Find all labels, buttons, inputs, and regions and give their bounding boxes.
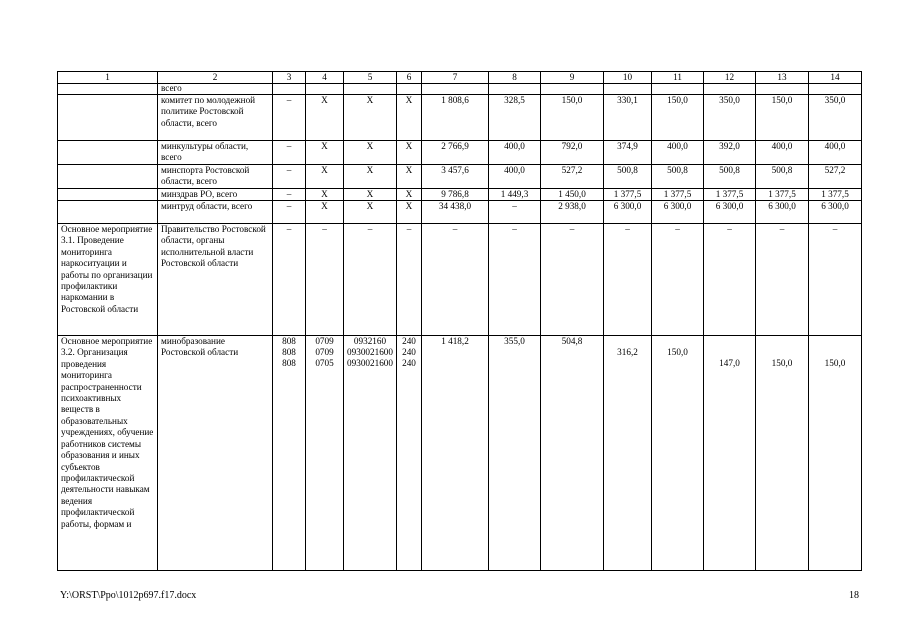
value-cell: – bbox=[489, 224, 541, 336]
value-cell: 527,2 bbox=[541, 164, 604, 188]
value-line bbox=[655, 336, 700, 347]
table-row bbox=[58, 141, 862, 165]
value-cell: 1 377,5 bbox=[809, 188, 862, 200]
value-cell: 9 786,8 bbox=[422, 188, 489, 200]
value-line: 504,8 bbox=[561, 336, 583, 347]
value-line bbox=[425, 347, 485, 358]
value-line: 0709 bbox=[315, 347, 334, 358]
value-line: 240 bbox=[402, 336, 416, 347]
executor-cell: комитет по молодежной политике Ростовской области, всего bbox=[158, 95, 273, 141]
value-cell bbox=[422, 84, 489, 95]
value-line: 316,2 bbox=[617, 347, 638, 358]
column-number-header: 1 bbox=[58, 72, 158, 84]
executor-cell: минобразование Ростовской области bbox=[158, 336, 273, 571]
value-cell: Х bbox=[397, 188, 422, 200]
value-cell: 500,8 bbox=[704, 164, 756, 188]
value-cell: – bbox=[273, 224, 306, 336]
value-cell: 1 377,5 bbox=[704, 188, 756, 200]
column-number-header: 8 bbox=[489, 72, 541, 84]
value-cell: – bbox=[273, 95, 306, 141]
activity-cell: Основное мероприятие 3.2. Организация проведения мониторинга распространенности психоактивных веществ в образовательных учреждениях, обучение работников системы образования и иных субъектов профилактической деятельности навыкам ведения профилактической работы, формам и bbox=[58, 336, 158, 571]
column-number-header: 2 bbox=[158, 72, 273, 84]
value-cell: Х bbox=[397, 141, 422, 165]
value-cell: Х bbox=[344, 201, 397, 224]
value-cell: 1 449,3 bbox=[489, 188, 541, 200]
column-number-header: 10 bbox=[604, 72, 652, 84]
value-cell: 2 938,0 bbox=[541, 201, 604, 224]
activity-cell bbox=[58, 164, 158, 188]
column-number-header: 4 bbox=[306, 72, 344, 84]
activity-cell bbox=[58, 188, 158, 200]
column-number-header: 14 bbox=[809, 72, 862, 84]
value-cell: 150,0 bbox=[756, 95, 809, 141]
value-cell: Х bbox=[306, 95, 344, 141]
value-cell: – bbox=[344, 224, 397, 336]
value-cell: Х bbox=[306, 164, 344, 188]
executor-cell: минздрав РО, всего bbox=[158, 188, 273, 200]
footer-file-path: Y:\ORST\Ppo\1012p697.f17.docx bbox=[60, 590, 197, 601]
value-cell bbox=[422, 336, 489, 571]
value-line bbox=[812, 347, 858, 358]
value-cell: 6 300,0 bbox=[604, 201, 652, 224]
value-cell: 6 300,0 bbox=[652, 201, 704, 224]
value-line: 240 bbox=[402, 358, 416, 369]
value-cell: – bbox=[489, 201, 541, 224]
executor-cell: Правительство Ростовской области, органы исполнительной власти Ростовской области bbox=[158, 224, 273, 336]
value-cell: – bbox=[652, 224, 704, 336]
value-cell: 400,0 bbox=[809, 141, 862, 165]
value-cell: – bbox=[541, 224, 604, 336]
table-row bbox=[58, 95, 862, 141]
value-line: 147,0 bbox=[719, 358, 740, 369]
value-cell bbox=[809, 84, 862, 95]
value-line: 808 bbox=[282, 336, 296, 347]
activity-cell: Основное мероприятие 3.1. Проведение мониторинга наркоситуации и работы по организации профилактики наркомании в Ростовской области bbox=[58, 224, 158, 336]
value-cell: 6 300,0 bbox=[756, 201, 809, 224]
value-line: 0930021600 bbox=[347, 358, 393, 369]
value-line: 808 bbox=[282, 347, 296, 358]
value-line bbox=[759, 336, 805, 347]
value-line: 0705 bbox=[315, 358, 334, 369]
value-cell: 1 377,5 bbox=[652, 188, 704, 200]
value-cell: Х bbox=[306, 141, 344, 165]
value-cell: – bbox=[273, 201, 306, 224]
value-cell bbox=[652, 336, 704, 571]
value-cell: 350,0 bbox=[809, 95, 862, 141]
value-line bbox=[607, 358, 648, 369]
value-cell bbox=[306, 336, 344, 571]
value-cell bbox=[541, 84, 604, 95]
value-cell: – bbox=[273, 141, 306, 165]
value-cell: – bbox=[809, 224, 862, 336]
value-line: 0930021600 bbox=[347, 347, 393, 358]
column-number-header: 13 bbox=[756, 72, 809, 84]
value-cell: – bbox=[273, 188, 306, 200]
value-line bbox=[544, 347, 600, 358]
value-cell: Х bbox=[344, 188, 397, 200]
value-cell bbox=[397, 336, 422, 571]
value-line bbox=[759, 347, 805, 358]
value-cell bbox=[306, 84, 344, 95]
value-line bbox=[544, 358, 600, 369]
table-row bbox=[58, 84, 862, 95]
activity-cell bbox=[58, 201, 158, 224]
value-cell: Х bbox=[397, 201, 422, 224]
value-line: 0709 bbox=[315, 336, 334, 347]
value-cell bbox=[652, 84, 704, 95]
value-cell bbox=[397, 84, 422, 95]
column-number-header: 6 bbox=[397, 72, 422, 84]
value-cell bbox=[756, 336, 809, 571]
value-cell: 374,9 bbox=[604, 141, 652, 165]
table-row bbox=[58, 336, 862, 571]
value-cell: 6 300,0 bbox=[809, 201, 862, 224]
value-line bbox=[607, 336, 648, 347]
value-cell: Х bbox=[306, 201, 344, 224]
value-cell: 500,8 bbox=[604, 164, 652, 188]
value-cell: 150,0 bbox=[652, 95, 704, 141]
column-number-header: 12 bbox=[704, 72, 756, 84]
activity-cell bbox=[58, 95, 158, 141]
value-line bbox=[655, 358, 700, 369]
value-cell: 3 457,6 bbox=[422, 164, 489, 188]
value-line bbox=[492, 358, 537, 369]
column-number-header: 9 bbox=[541, 72, 604, 84]
value-cell: 500,8 bbox=[756, 164, 809, 188]
value-cell: 1 377,5 bbox=[604, 188, 652, 200]
value-cell: Х bbox=[344, 141, 397, 165]
value-cell: Х bbox=[306, 188, 344, 200]
value-cell: 400,0 bbox=[652, 141, 704, 165]
value-line bbox=[707, 347, 752, 358]
table-row bbox=[58, 188, 862, 200]
table-row bbox=[58, 164, 862, 188]
value-line: 355,0 bbox=[504, 336, 525, 347]
value-cell: 1 450,0 bbox=[541, 188, 604, 200]
value-cell: – bbox=[756, 224, 809, 336]
value-cell: 1 808,6 bbox=[422, 95, 489, 141]
value-cell: – bbox=[704, 224, 756, 336]
value-cell: 400,0 bbox=[489, 141, 541, 165]
table-row bbox=[58, 201, 862, 224]
table-row bbox=[58, 224, 862, 336]
value-line: 0932160 bbox=[353, 336, 387, 347]
value-line bbox=[707, 336, 752, 347]
value-cell bbox=[489, 336, 541, 571]
value-cell: Х bbox=[344, 95, 397, 141]
value-cell: 34 438,0 bbox=[422, 201, 489, 224]
value-cell: 392,0 bbox=[704, 141, 756, 165]
value-cell bbox=[604, 84, 652, 95]
column-number-header: 11 bbox=[652, 72, 704, 84]
column-number-header: 3 bbox=[273, 72, 306, 84]
value-cell: 400,0 bbox=[489, 164, 541, 188]
value-line: 240 bbox=[402, 347, 416, 358]
value-cell bbox=[344, 84, 397, 95]
page-number: 18 bbox=[849, 590, 859, 601]
value-cell: – bbox=[422, 224, 489, 336]
value-cell bbox=[809, 336, 862, 571]
value-cell: 350,0 bbox=[704, 95, 756, 141]
value-cell: Х bbox=[344, 164, 397, 188]
value-cell bbox=[704, 84, 756, 95]
column-number-header: 7 bbox=[422, 72, 489, 84]
value-cell: 527,2 bbox=[809, 164, 862, 188]
value-cell bbox=[489, 84, 541, 95]
value-line: 808 bbox=[282, 358, 296, 369]
value-cell bbox=[756, 84, 809, 95]
value-cell: Х bbox=[397, 164, 422, 188]
value-cell: 792,0 bbox=[541, 141, 604, 165]
budget-table bbox=[57, 71, 862, 571]
value-line: 150,0 bbox=[824, 358, 846, 369]
value-cell: 400,0 bbox=[756, 141, 809, 165]
value-line: 150,0 bbox=[667, 347, 688, 358]
value-cell: 328,5 bbox=[489, 95, 541, 141]
value-cell: 330,1 bbox=[604, 95, 652, 141]
value-cell: – bbox=[604, 224, 652, 336]
value-cell: 2 766,9 bbox=[422, 141, 489, 165]
value-cell: – bbox=[273, 164, 306, 188]
column-number-header: 5 bbox=[344, 72, 397, 84]
value-cell: Х bbox=[397, 95, 422, 141]
value-cell: 1 377,5 bbox=[756, 188, 809, 200]
executor-cell: минкультуры области, всего bbox=[158, 141, 273, 165]
executor-cell: минспорта Ростовской области, всего bbox=[158, 164, 273, 188]
value-line: 1 418,2 bbox=[441, 336, 469, 347]
value-cell: 500,8 bbox=[652, 164, 704, 188]
value-line: 150,0 bbox=[771, 358, 793, 369]
value-cell bbox=[704, 336, 756, 571]
activity-cell bbox=[58, 84, 158, 95]
header-row bbox=[58, 72, 862, 84]
value-line bbox=[425, 358, 485, 369]
value-cell bbox=[344, 336, 397, 571]
activity-cell bbox=[58, 141, 158, 165]
value-cell bbox=[604, 336, 652, 571]
value-cell bbox=[273, 336, 306, 571]
value-cell: 150,0 bbox=[541, 95, 604, 141]
value-line bbox=[492, 347, 537, 358]
value-line bbox=[812, 336, 858, 347]
executor-cell: всего bbox=[158, 84, 273, 95]
value-cell bbox=[273, 84, 306, 95]
value-cell: 6 300,0 bbox=[704, 201, 756, 224]
value-cell: – bbox=[397, 224, 422, 336]
value-cell: – bbox=[306, 224, 344, 336]
value-cell bbox=[541, 336, 604, 571]
executor-cell: минтруд области, всего bbox=[158, 201, 273, 224]
